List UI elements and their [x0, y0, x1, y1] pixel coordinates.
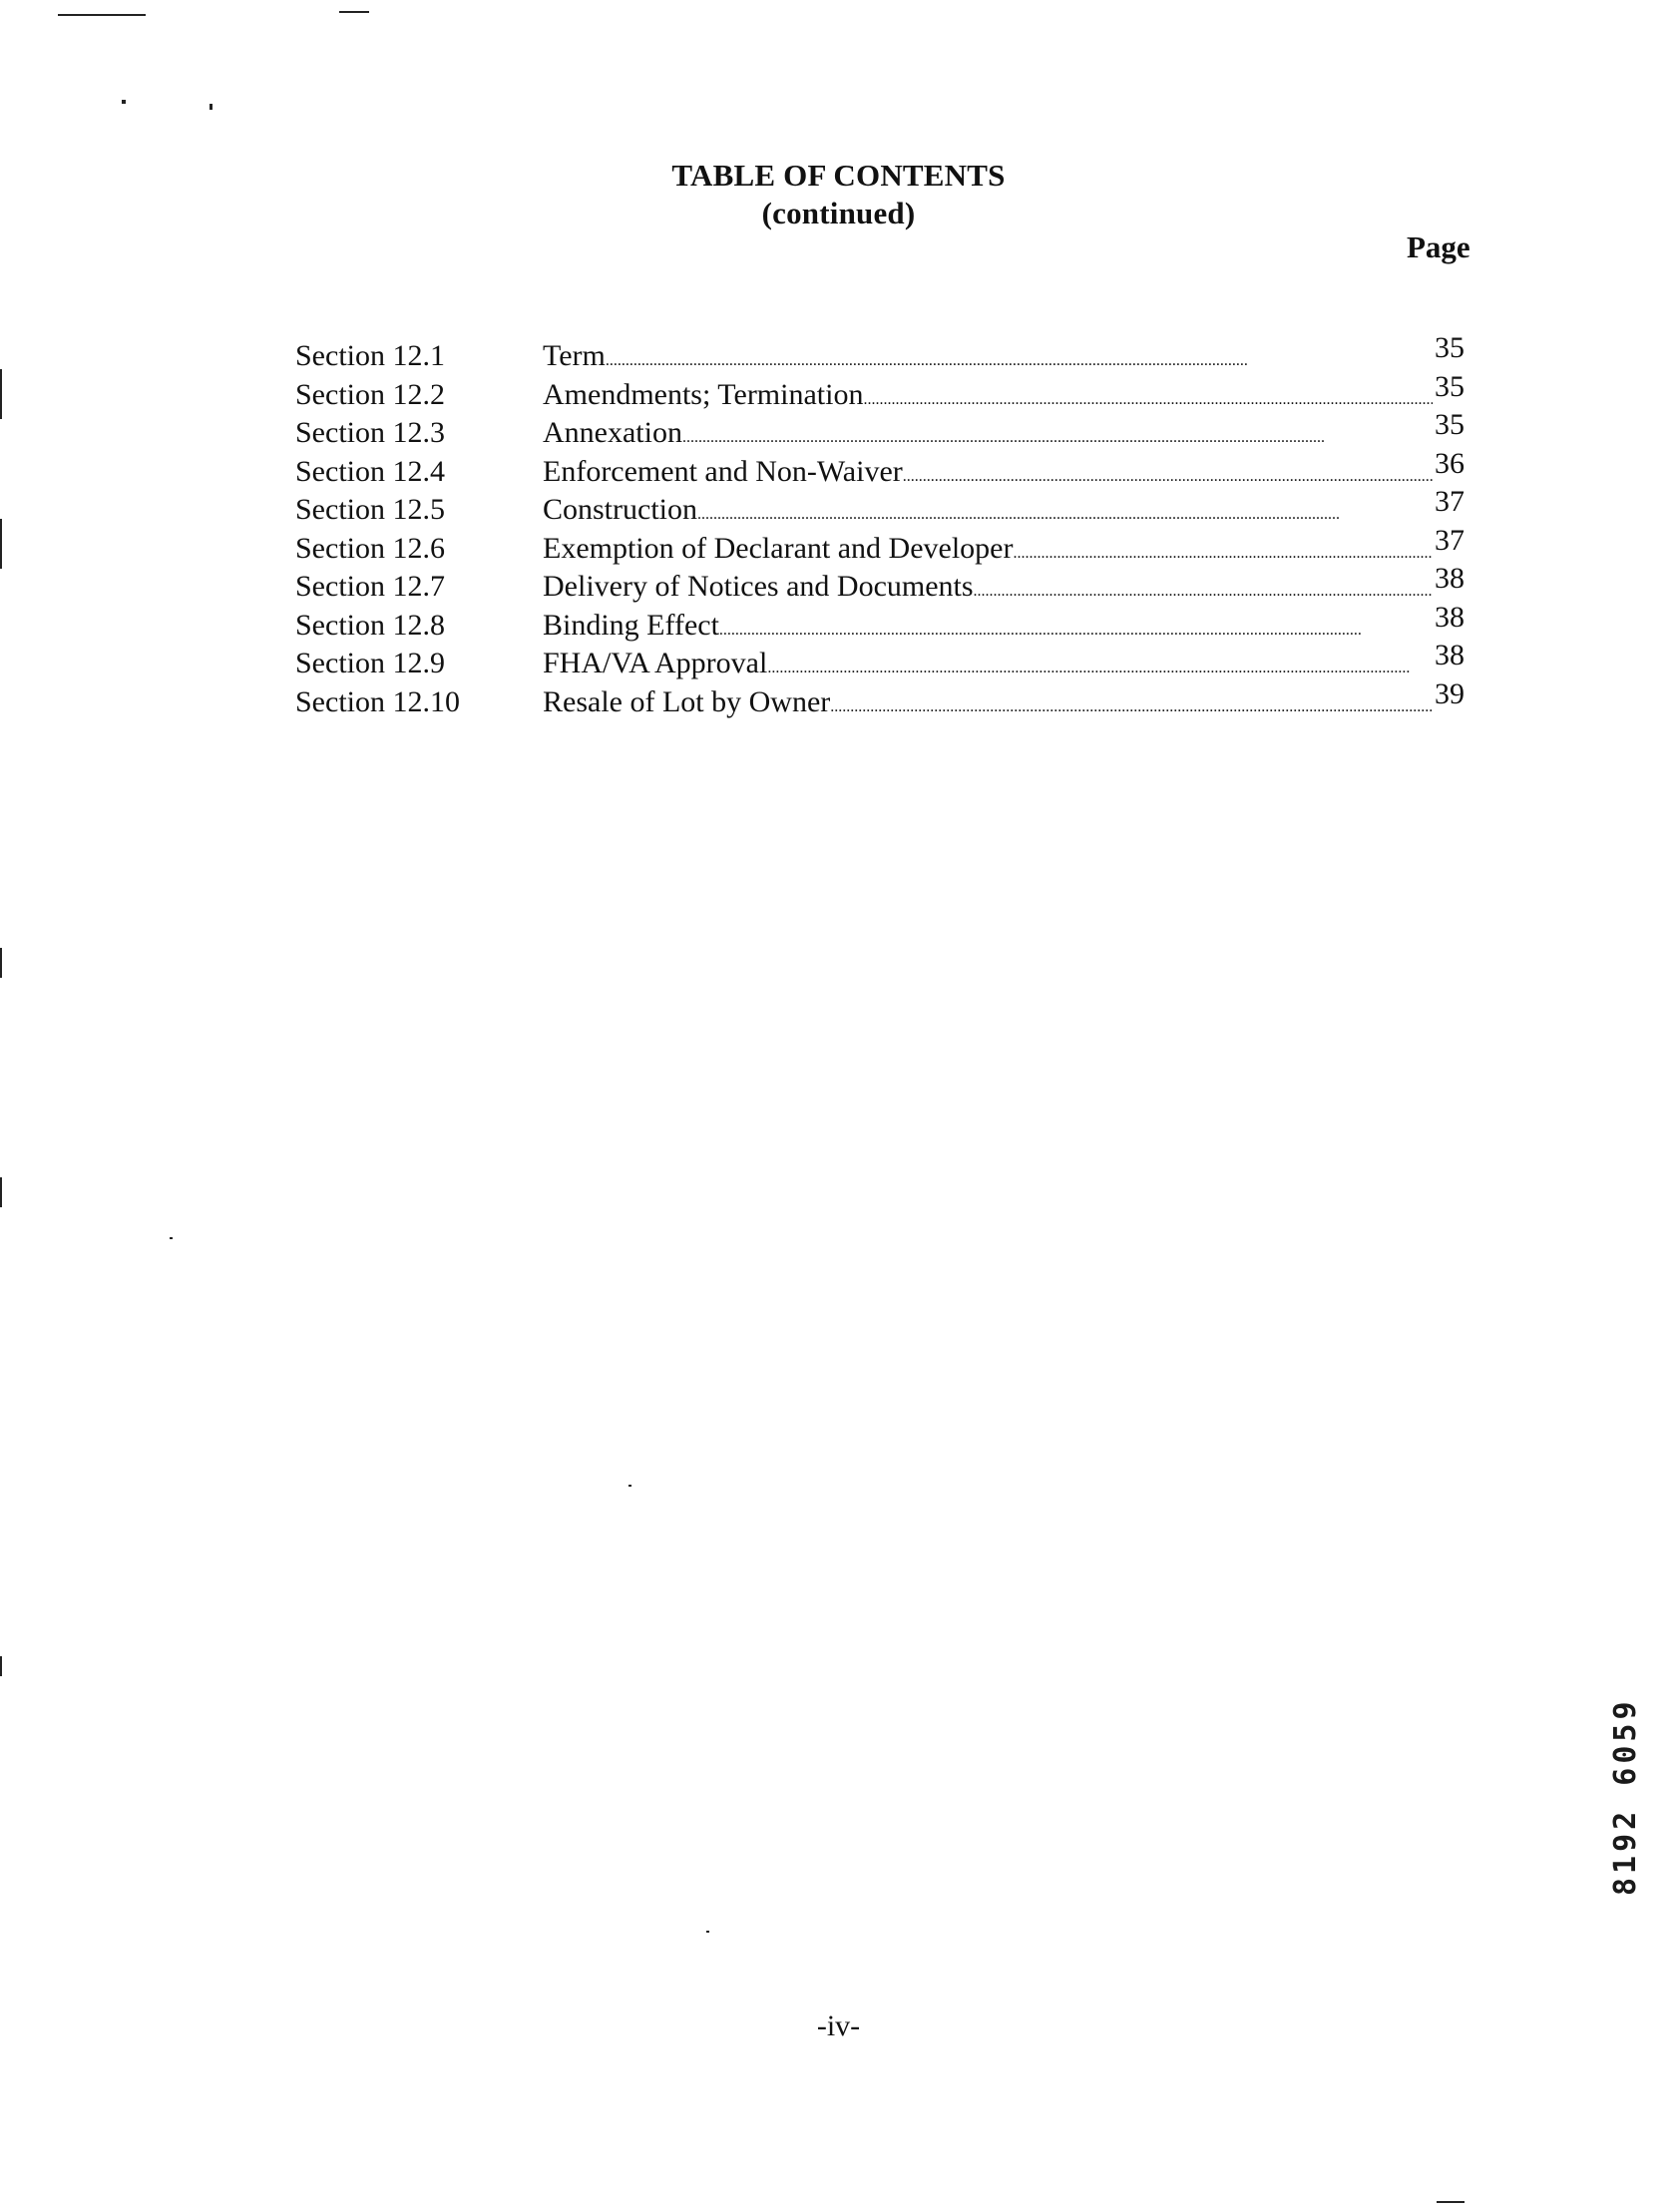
toc-page-number: 38 — [1435, 600, 1465, 634]
toc-entry-title: Annexation — [543, 416, 682, 449]
scan-artifact-line — [0, 948, 2, 978]
scan-artifact-line — [0, 1177, 2, 1207]
toc-dot-leader — [1013, 530, 1433, 573]
toc-dot-leader — [682, 414, 1433, 457]
toc-row — [295, 523, 1472, 569]
toc-section-number: Section 12.6 — [295, 531, 445, 565]
toc-entry-title: Exemption of Declarant and Developer — [543, 531, 1014, 565]
toc-dot-leader — [606, 337, 1433, 380]
toc-entry-title: FHA/VA Approval — [543, 647, 768, 679]
toc-row — [295, 639, 1472, 683]
toc-entry — [543, 485, 1465, 534]
toc-row — [295, 485, 1472, 530]
toc-entry — [543, 639, 1465, 687]
scan-artifact-dot — [122, 100, 126, 104]
toc-section-number: Section 12.3 — [295, 416, 445, 449]
toc-entry — [543, 369, 1465, 419]
scan-artifact-line — [339, 11, 369, 13]
scan-artifact-dot — [629, 1485, 631, 1487]
page-title: TABLE OF CONTENTS — [671, 158, 1006, 193]
toc-entry — [543, 446, 1465, 496]
toc-entry-title: Resale of Lot by Owner — [543, 684, 831, 718]
toc-row — [295, 331, 1472, 376]
toc-entry-title: Enforcement and Non-Waiver — [543, 454, 903, 488]
toc-page-number: 35 — [1435, 369, 1465, 403]
toc-row — [295, 600, 1472, 646]
toc-section-number: Section 12.2 — [295, 377, 445, 411]
toc-dot-leader — [697, 491, 1433, 534]
recording-stamp — [1608, 1556, 1648, 1896]
toc-entry-title: Term — [543, 339, 606, 372]
toc-page-number: 39 — [1435, 676, 1465, 710]
toc-list — [295, 331, 1472, 721]
toc-section-number: Section 12.1 — [295, 339, 445, 372]
toc-entry-title: Binding Effect — [543, 608, 719, 642]
toc-row — [295, 562, 1472, 607]
toc-row — [295, 369, 1472, 415]
toc-section-number: Section 12.9 — [295, 647, 445, 679]
toc-section-number: Section 12.5 — [295, 493, 445, 526]
toc-section-number: Section 12.10 — [295, 684, 460, 718]
page-column-label: Page — [1407, 229, 1470, 264]
toc-dot-leader — [903, 453, 1433, 496]
page-subtitle: (continued) — [761, 196, 916, 230]
toc-page-number: 36 — [1435, 446, 1465, 480]
scan-artifact-dot — [706, 1931, 709, 1933]
toc-page-number: 35 — [1435, 408, 1465, 441]
scan-artifact-line — [0, 369, 2, 419]
toc-dot-leader — [830, 683, 1433, 726]
toc-row — [295, 408, 1472, 453]
toc-dot-leader — [767, 645, 1433, 687]
toc-row — [295, 446, 1472, 492]
toc-dot-leader — [719, 607, 1433, 650]
toc-entry — [543, 676, 1465, 726]
toc-entry — [543, 600, 1465, 650]
recording-stamp-text: 8192 6059 — [1608, 1697, 1643, 1896]
scan-artifact-dot — [170, 1237, 173, 1239]
toc-page-number: 37 — [1435, 523, 1465, 557]
toc-section-number: Section 12.7 — [295, 570, 445, 603]
toc-entry-title: Construction — [543, 493, 697, 526]
footer-page-number: -iv- — [816, 2009, 861, 2042]
toc-entry-title: Delivery of Notices and Documents — [543, 570, 974, 603]
scan-artifact-line — [0, 1656, 2, 1676]
toc-dot-leader — [974, 568, 1433, 611]
toc-page-number: 35 — [1435, 331, 1465, 364]
toc-page-number: 38 — [1435, 562, 1465, 595]
toc-page-number: 37 — [1435, 485, 1465, 518]
scan-artifact-line — [0, 519, 2, 569]
toc-entry — [543, 331, 1465, 380]
scan-artifact-line — [58, 14, 146, 16]
toc-section-number: Section 12.8 — [295, 608, 445, 642]
toc-entry — [543, 523, 1465, 573]
toc-page-number: 38 — [1435, 639, 1465, 671]
scan-artifact-dot — [210, 104, 212, 110]
scan-artifact-line — [1437, 2201, 1465, 2203]
toc-row — [295, 676, 1472, 722]
toc-dot-leader — [863, 376, 1433, 419]
toc-section-number: Section 12.4 — [295, 454, 445, 488]
toc-entry — [543, 408, 1465, 457]
toc-entry-title: Amendments; Termination — [543, 377, 864, 411]
toc-entry — [543, 562, 1465, 611]
